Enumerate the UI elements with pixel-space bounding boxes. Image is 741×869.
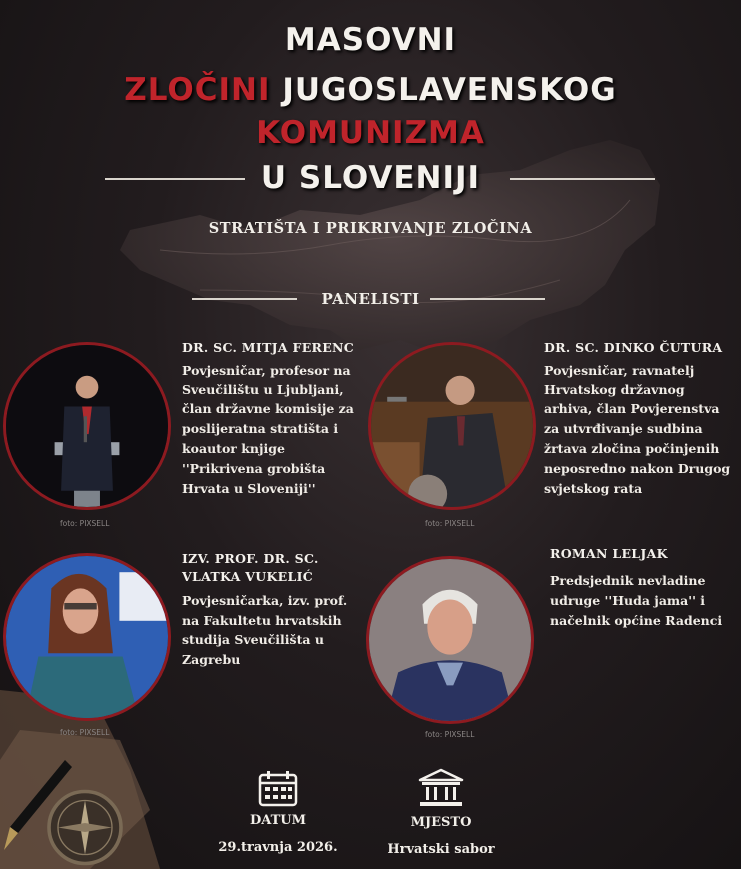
date-value: 29.travnja 2026. bbox=[218, 840, 338, 855]
calendar-icon bbox=[257, 770, 299, 808]
subtitle: STRATIŠTA I PRIKRIVANJE ZLOČINA bbox=[208, 220, 533, 237]
panelist-name-vukelic-2: VLATKA VUKELIĆ bbox=[182, 569, 313, 584]
title-divider-right bbox=[510, 178, 655, 180]
title-white-word: JUGOSLAVENSKOG bbox=[282, 72, 617, 108]
panelist-photo-leljak bbox=[366, 556, 534, 724]
panelist-name-leljak: ROMAN LELJAK bbox=[550, 546, 668, 561]
title-divider-left bbox=[105, 178, 245, 180]
photo-credit-3: foto: PIXSELL bbox=[60, 728, 110, 737]
place-value: Hrvatski sabor bbox=[387, 842, 495, 857]
panel-heading: PANELISTI bbox=[321, 290, 420, 308]
panelist-name-ferenc: DR. SC. MITJA FERENC bbox=[182, 340, 355, 355]
title-line-4: U SLOVENIJI bbox=[260, 160, 481, 196]
panelist-name-vukelic-1: IZV. PROF. DR. SC. bbox=[182, 551, 319, 566]
title-line-1: MASOVNI bbox=[284, 22, 457, 58]
title-line-2 bbox=[0, 70, 741, 110]
date-label: DATUM bbox=[249, 813, 307, 828]
panel-divider-right bbox=[430, 298, 545, 300]
title-line-3: KOMUNIZMA bbox=[256, 115, 485, 151]
photo-credit-2: foto: PIXSELL bbox=[425, 519, 475, 528]
parliament-icon bbox=[418, 768, 464, 808]
panelist-photo-vukelic bbox=[3, 553, 171, 721]
photo-credit-4: foto: PIXSELL bbox=[425, 730, 475, 739]
photo-credit-1: foto: PIXSELL bbox=[60, 519, 110, 528]
fountain-pen-icon bbox=[0, 755, 75, 855]
panelist-photo-ferenc bbox=[3, 342, 171, 510]
title-red-word: ZLOČINI bbox=[124, 72, 271, 108]
panelist-name-cutura: DR. SC. DINKO ČUTURA bbox=[544, 340, 723, 355]
place-label: MJESTO bbox=[410, 815, 472, 830]
panelist-photo-cutura bbox=[368, 342, 536, 510]
